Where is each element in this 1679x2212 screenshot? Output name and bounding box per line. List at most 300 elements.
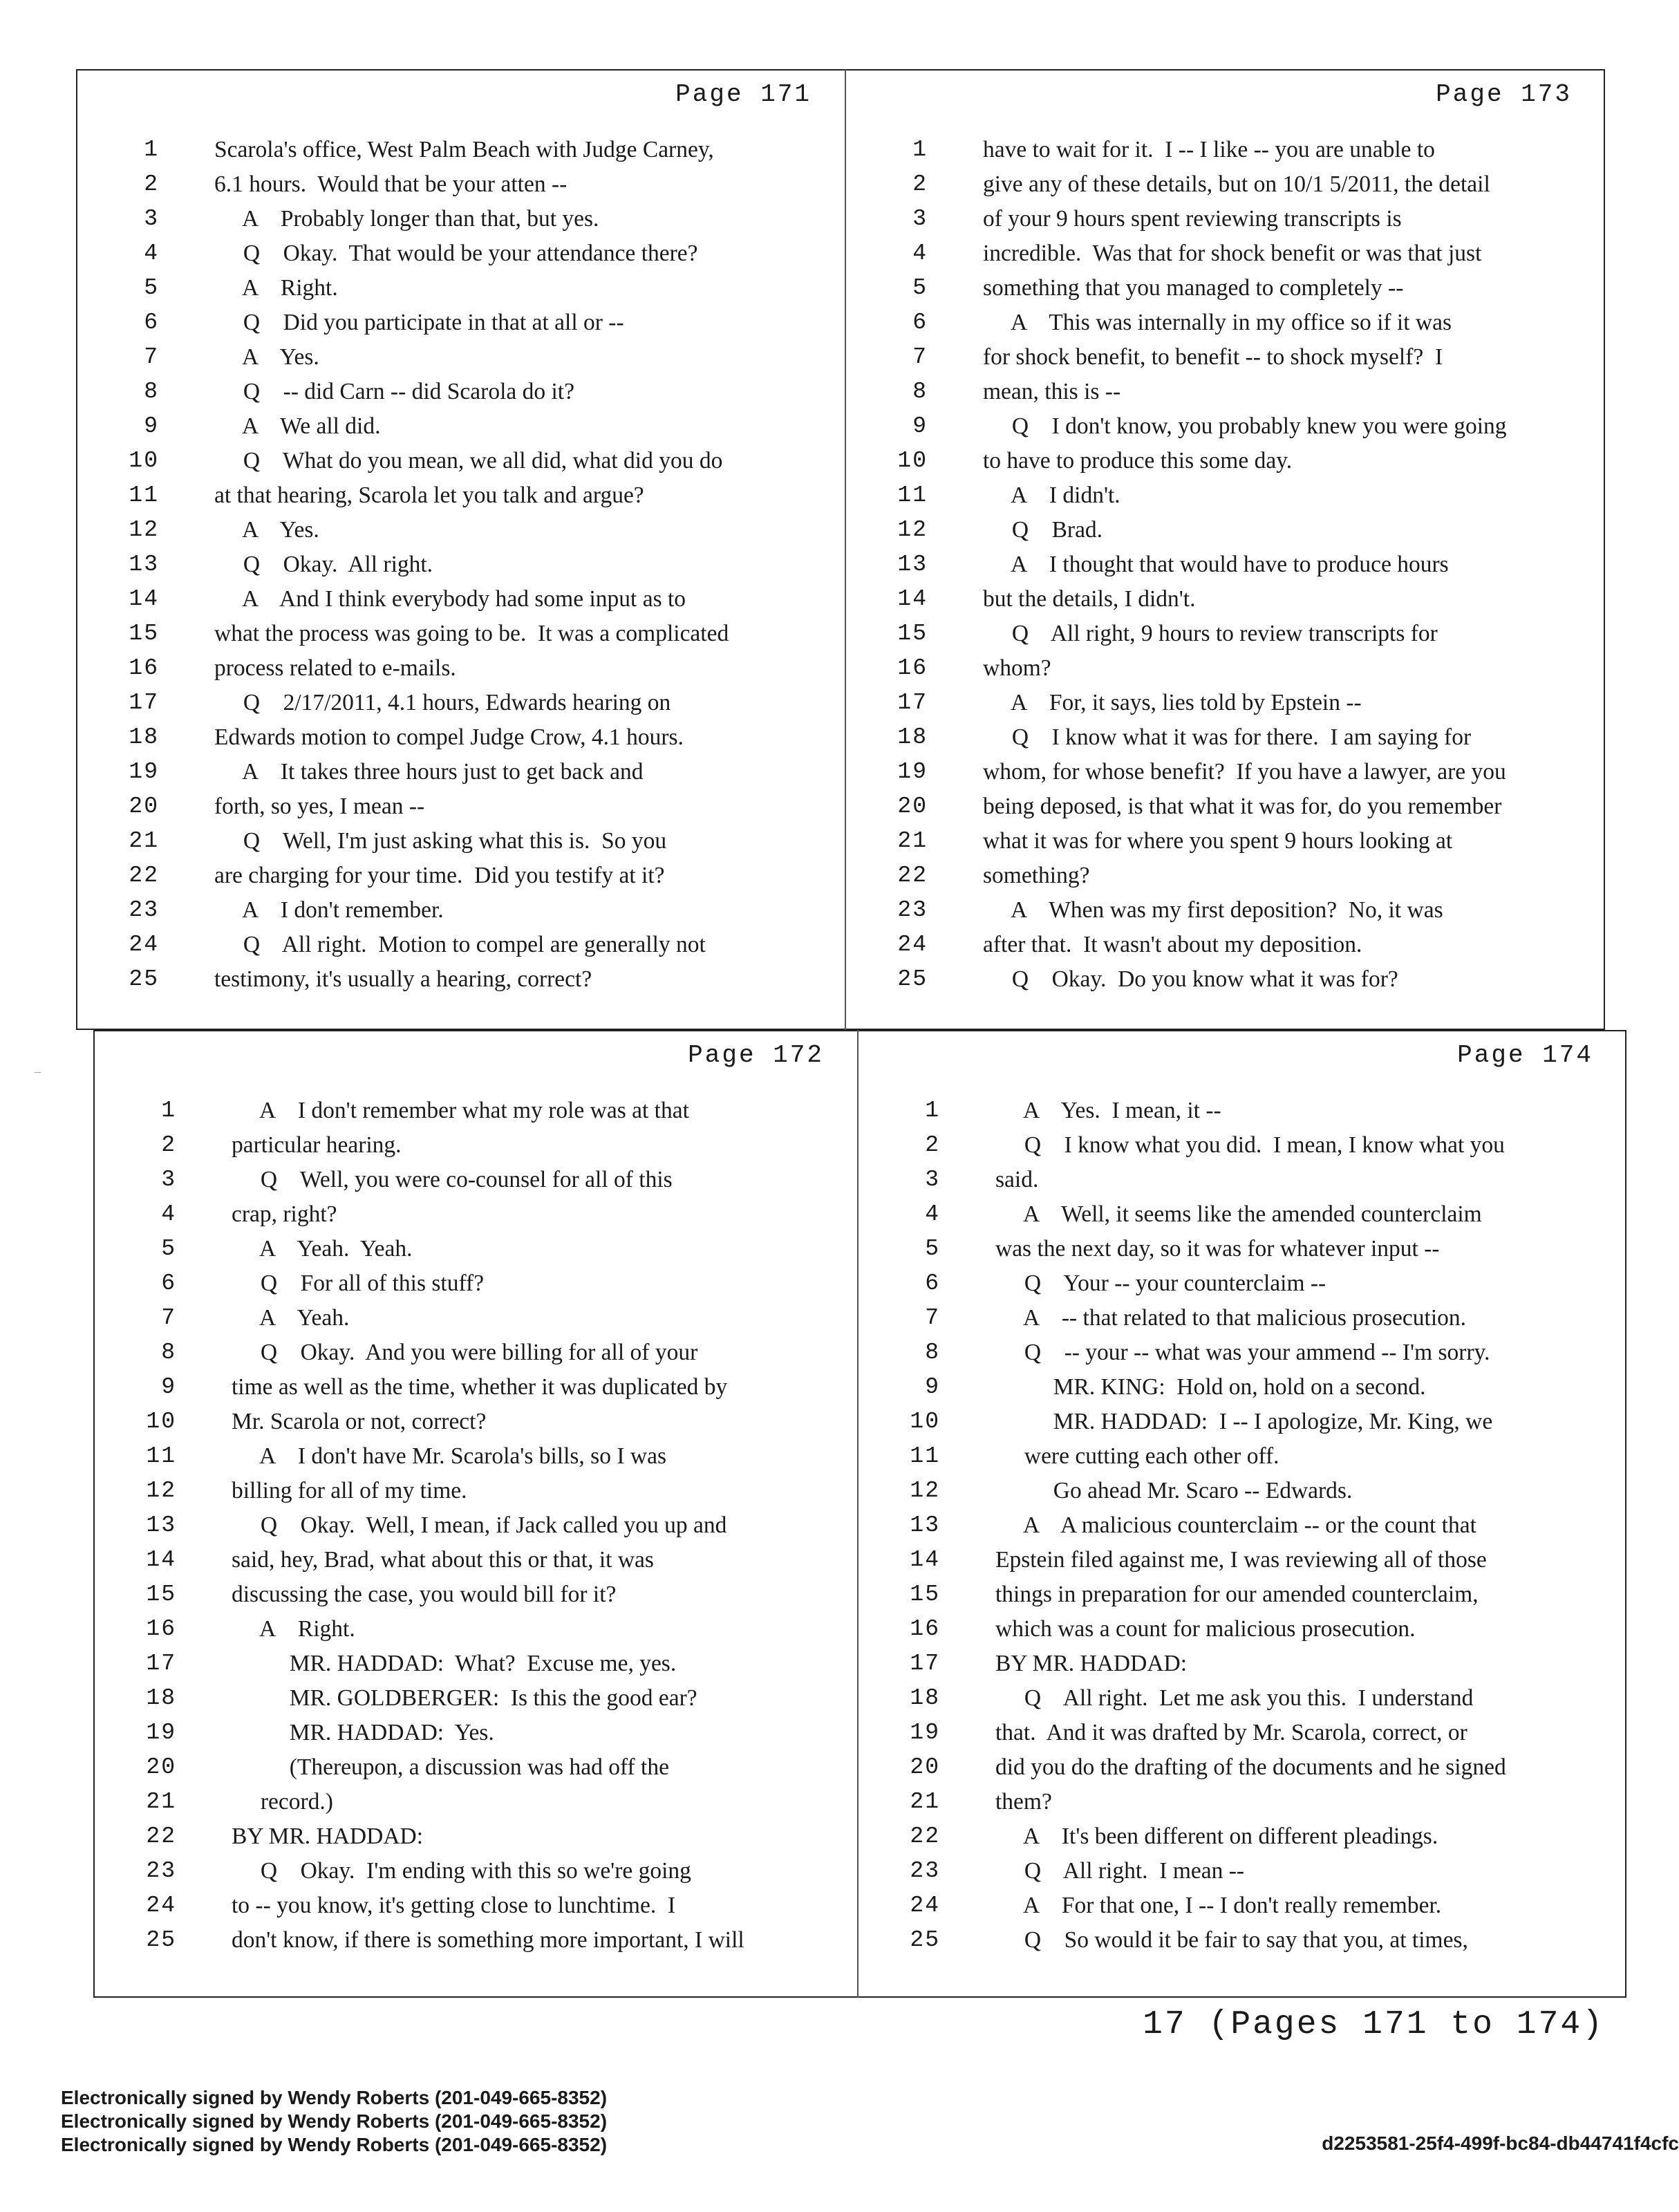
transcript-line bbox=[93, 1681, 857, 1716]
line-text: A Yes. bbox=[214, 344, 319, 370]
transcript-line bbox=[857, 1612, 1626, 1647]
page-number-label: Page 172 bbox=[688, 1041, 824, 1069]
line-text: Mr. Scarola or not, correct? bbox=[232, 1409, 487, 1434]
transcript-line bbox=[76, 306, 845, 340]
transcript-line bbox=[76, 893, 845, 928]
line-number: 21 bbox=[129, 828, 159, 854]
line-text: A When was my first deposition? No, it was bbox=[983, 897, 1443, 923]
transcript-line bbox=[845, 789, 1605, 824]
line-number: 25 bbox=[129, 966, 159, 992]
line-number: 21 bbox=[146, 1789, 176, 1815]
transcript-line bbox=[845, 236, 1605, 271]
line-number: 12 bbox=[897, 517, 928, 543]
line-number: 12 bbox=[146, 1478, 176, 1503]
transcript-line bbox=[857, 1543, 1626, 1577]
transcript-line bbox=[845, 824, 1605, 859]
transcript-line bbox=[845, 547, 1605, 582]
line-number: 11 bbox=[897, 482, 928, 508]
transcript-line bbox=[76, 236, 845, 271]
line-text: being deposed, is that what it was for, do you remember bbox=[983, 794, 1502, 819]
line-text: A Yes. I mean, it -- bbox=[995, 1098, 1221, 1123]
line-number: 17 bbox=[129, 690, 159, 715]
line-number: 6 bbox=[161, 1271, 176, 1296]
transcript-line bbox=[845, 962, 1605, 997]
line-text: after that. It wasn't about my deposition. bbox=[983, 932, 1362, 957]
line-text: A I don't remember. bbox=[214, 897, 444, 923]
signature-line: Electronically signed by Wendy Roberts (201-049-665-8352) bbox=[61, 2087, 608, 2108]
line-number: 8 bbox=[161, 1340, 176, 1365]
line-text: give any of these details, but on 10/1 5/2011, the detail bbox=[983, 171, 1490, 197]
transcript-line bbox=[76, 617, 845, 651]
line-text: Q So would it be fair to say that you, at times, bbox=[995, 1927, 1468, 1953]
line-number: 23 bbox=[129, 897, 159, 923]
scan-speck: – bbox=[35, 1065, 41, 1078]
line-number: 3 bbox=[144, 206, 159, 232]
transcript-line bbox=[857, 1819, 1626, 1854]
line-number: 22 bbox=[897, 863, 928, 888]
line-number: 1 bbox=[925, 1098, 940, 1123]
transcript-line bbox=[76, 513, 845, 547]
transcript-line bbox=[845, 720, 1605, 755]
line-number: 17 bbox=[146, 1651, 176, 1676]
line-number: 21 bbox=[910, 1789, 940, 1815]
line-number: 1 bbox=[912, 137, 928, 162]
transcript-line bbox=[76, 478, 845, 513]
line-text: Q Okay. And you were billing for all of your bbox=[232, 1340, 698, 1365]
line-number: 2 bbox=[144, 171, 159, 197]
line-number: 16 bbox=[146, 1616, 176, 1642]
line-text: MR. HADDAD: What? Excuse me, yes. bbox=[232, 1651, 677, 1676]
line-text: incredible. Was that for shock benefit or was that just bbox=[983, 241, 1482, 266]
line-text: Q All right. I mean -- bbox=[995, 1858, 1245, 1884]
line-number: 20 bbox=[910, 1754, 940, 1780]
line-number: 22 bbox=[129, 863, 159, 888]
line-text: Q For all of this stuff? bbox=[232, 1271, 485, 1296]
transcript-line bbox=[857, 1750, 1626, 1785]
line-text: A It's been different on different pleadings. bbox=[995, 1824, 1438, 1849]
line-text: which was a count for malicious prosecution. bbox=[995, 1616, 1416, 1642]
transcript-line bbox=[845, 133, 1605, 167]
line-text: A And I think everybody had some input as to bbox=[214, 586, 686, 612]
transcript-lines bbox=[845, 133, 1605, 997]
line-text: were cutting each other off. bbox=[995, 1443, 1279, 1469]
line-text: 6.1 hours. Would that be your atten -- bbox=[214, 171, 568, 197]
transcript-line bbox=[857, 1163, 1626, 1197]
line-text: are charging for your time. Did you testify at it? bbox=[214, 863, 665, 888]
transcript-line bbox=[76, 133, 845, 167]
line-number: 15 bbox=[146, 1582, 176, 1607]
transcript-line bbox=[93, 1301, 857, 1335]
line-number: 1 bbox=[144, 137, 159, 162]
line-text: time as well as the time, whether it was duplicated by bbox=[232, 1374, 728, 1400]
transcript-line bbox=[845, 340, 1605, 375]
line-text: forth, so yes, I mean -- bbox=[214, 794, 425, 819]
line-text: Q All right. Let me ask you this. I understand bbox=[995, 1685, 1474, 1711]
transcript-line bbox=[93, 1716, 857, 1750]
line-text: to have to produce this some day. bbox=[983, 448, 1293, 474]
transcript-line bbox=[845, 582, 1605, 617]
line-text: MR. HADDAD: Yes. bbox=[232, 1720, 494, 1745]
transcript-line bbox=[93, 1923, 857, 1958]
line-number: 9 bbox=[161, 1374, 176, 1400]
line-text: A Yeah. Yeah. bbox=[232, 1236, 413, 1262]
line-number: 20 bbox=[129, 794, 159, 819]
transcript-line bbox=[857, 1577, 1626, 1612]
line-number: 24 bbox=[146, 1893, 176, 1918]
line-number: 12 bbox=[910, 1478, 940, 1503]
line-number: 19 bbox=[910, 1720, 940, 1745]
transcript-line bbox=[93, 1508, 857, 1543]
line-text: Go ahead Mr. Scaro -- Edwards. bbox=[995, 1478, 1353, 1503]
transcript-line bbox=[93, 1577, 857, 1612]
line-number: 23 bbox=[910, 1858, 940, 1884]
line-text: things in preparation for our amended counterclaim, bbox=[995, 1582, 1479, 1607]
line-number: 5 bbox=[912, 275, 928, 301]
line-text: Epstein filed against me, I was reviewing all of those bbox=[995, 1547, 1487, 1573]
line-text: Q I know what it was for there. I am saying for bbox=[983, 724, 1472, 750]
transcript-line bbox=[857, 1301, 1626, 1335]
line-text: A I don't have Mr. Scarola's bills, so I was bbox=[232, 1443, 666, 1469]
line-number: 15 bbox=[129, 621, 159, 646]
line-number: 4 bbox=[912, 241, 928, 266]
transcript-line bbox=[857, 1888, 1626, 1923]
transcript-line bbox=[857, 1128, 1626, 1163]
transcript-line bbox=[76, 720, 845, 755]
line-text: Q Well, I'm just asking what this is. So you bbox=[214, 828, 667, 854]
transcript-line bbox=[857, 1232, 1626, 1266]
line-text: Q Did you participate in that at all or -- bbox=[214, 310, 624, 335]
transcript-line bbox=[76, 547, 845, 582]
line-number: 19 bbox=[129, 759, 159, 785]
transcript-line bbox=[857, 1854, 1626, 1888]
transcript-line bbox=[857, 1647, 1626, 1681]
line-number: 17 bbox=[910, 1651, 940, 1676]
transcript-lines bbox=[93, 1094, 857, 1958]
line-text: record.) bbox=[232, 1789, 333, 1815]
line-number: 1 bbox=[161, 1098, 176, 1123]
transcript-line bbox=[857, 1335, 1626, 1370]
transcript-line bbox=[93, 1370, 857, 1405]
line-number: 9 bbox=[925, 1374, 940, 1400]
line-text: A I didn't. bbox=[983, 482, 1120, 508]
document-hash: d2253581-25f4-499f-bc84-db44741f4cfc bbox=[1322, 2133, 1679, 2154]
transcript-line bbox=[76, 409, 845, 444]
line-text: what the process was going to be. It was a complicated bbox=[214, 621, 729, 646]
line-number: 13 bbox=[897, 552, 928, 577]
line-text: A Right. bbox=[214, 275, 338, 301]
page-number-label: Page 173 bbox=[1436, 80, 1572, 109]
transcript-line bbox=[76, 444, 845, 478]
transcript-line bbox=[76, 962, 845, 997]
transcript-line bbox=[93, 1232, 857, 1266]
signature-line: Electronically signed by Wendy Roberts (201-049-665-8352) bbox=[61, 2110, 608, 2132]
line-text: said, hey, Brad, what about this or that, it was bbox=[232, 1547, 654, 1573]
line-text: A Well, it seems like the amended counterclaim bbox=[995, 1201, 1482, 1227]
line-number: 4 bbox=[925, 1201, 940, 1227]
transcript-line bbox=[845, 444, 1605, 478]
transcript-panel-page-174 bbox=[857, 1030, 1626, 1998]
line-number: 2 bbox=[912, 171, 928, 197]
line-number: 18 bbox=[129, 724, 159, 750]
line-text: something that you managed to completely -- bbox=[983, 275, 1404, 301]
transcript-line bbox=[93, 1854, 857, 1888]
transcript-line bbox=[93, 1335, 857, 1370]
line-number: 23 bbox=[897, 897, 928, 923]
transcript-line bbox=[845, 409, 1605, 444]
line-text: testimony, it's usually a hearing, correct? bbox=[214, 966, 592, 992]
line-text: something? bbox=[983, 863, 1090, 888]
line-number: 7 bbox=[161, 1305, 176, 1331]
line-text: Q I know what you did. I mean, I know what you bbox=[995, 1132, 1505, 1158]
transcript-line bbox=[845, 686, 1605, 720]
line-number: 19 bbox=[897, 759, 928, 785]
line-number: 5 bbox=[144, 275, 159, 301]
line-text: Q I don't know, you probably knew you were going bbox=[983, 413, 1507, 439]
line-text: Q -- did Carn -- did Scarola do it? bbox=[214, 379, 574, 404]
transcript-line bbox=[76, 928, 845, 962]
page-number-label: Page 171 bbox=[675, 80, 812, 109]
transcript-panel-page-171 bbox=[76, 69, 845, 1030]
line-number: 6 bbox=[912, 310, 928, 335]
transcript-line bbox=[857, 1405, 1626, 1439]
line-number: 14 bbox=[910, 1547, 940, 1573]
line-number: 17 bbox=[897, 690, 928, 715]
transcript-line bbox=[76, 651, 845, 686]
transcript-panel-page-172 bbox=[93, 1030, 857, 1998]
line-text: Q Well, you were co-counsel for all of this bbox=[232, 1167, 673, 1192]
line-text: Q 2/17/2011, 4.1 hours, Edwards hearing on bbox=[214, 690, 671, 715]
line-number: 2 bbox=[925, 1132, 940, 1158]
line-number: 4 bbox=[161, 1201, 176, 1227]
transcript-line bbox=[845, 306, 1605, 340]
line-text: what it was for where you spent 9 hours looking at bbox=[983, 828, 1453, 854]
line-number: 24 bbox=[910, 1893, 940, 1918]
line-number: 8 bbox=[144, 379, 159, 404]
line-text: don't know, if there is something more important, I will bbox=[232, 1927, 744, 1953]
transcript-line bbox=[93, 1819, 857, 1854]
transcript-line bbox=[76, 340, 845, 375]
line-number: 10 bbox=[129, 448, 159, 474]
transcript-line bbox=[93, 1888, 857, 1923]
transcript-line bbox=[93, 1266, 857, 1301]
line-text: said. bbox=[995, 1167, 1039, 1192]
transcript-line bbox=[93, 1474, 857, 1508]
line-text: Q What do you mean, we all did, what did you do bbox=[214, 448, 723, 474]
line-number: 10 bbox=[146, 1409, 176, 1434]
line-text: Q Okay. Well, I mean, if Jack called you up and bbox=[232, 1512, 727, 1538]
line-text: Edwards motion to compel Judge Crow, 4.1 hours. bbox=[214, 724, 684, 750]
transcript-line bbox=[76, 686, 845, 720]
transcript-line bbox=[857, 1681, 1626, 1716]
line-text: Q Okay. All right. bbox=[214, 552, 433, 577]
line-number: 16 bbox=[897, 655, 928, 681]
line-number: 7 bbox=[144, 344, 159, 370]
line-text: A Probably longer than that, but yes. bbox=[214, 206, 599, 232]
line-text: Q Okay. I'm ending with this so we're going bbox=[232, 1858, 691, 1884]
line-number: 14 bbox=[129, 586, 159, 612]
transcript-line bbox=[857, 1370, 1626, 1405]
line-text: have to wait for it. I -- I like -- you are unable to bbox=[983, 137, 1435, 162]
line-text: Q Brad. bbox=[983, 517, 1103, 543]
line-text: A For that one, I -- I don't really remember. bbox=[995, 1893, 1442, 1918]
transcript-line bbox=[93, 1750, 857, 1785]
line-number: 23 bbox=[146, 1858, 176, 1884]
line-number: 21 bbox=[897, 828, 928, 854]
line-text: that. And it was drafted by Mr. Scarola, correct, or bbox=[995, 1720, 1467, 1745]
line-text: did you do the drafting of the documents and he signed bbox=[995, 1754, 1506, 1780]
transcript-line bbox=[845, 375, 1605, 409]
transcript-line bbox=[93, 1647, 857, 1681]
signature-block bbox=[61, 2086, 607, 2157]
line-number: 19 bbox=[146, 1720, 176, 1745]
transcript-line bbox=[76, 755, 845, 789]
line-number: 8 bbox=[925, 1340, 940, 1365]
line-number: 12 bbox=[129, 517, 159, 543]
transcript-lines bbox=[857, 1094, 1626, 1958]
line-number: 3 bbox=[912, 206, 928, 232]
transcript-line bbox=[857, 1785, 1626, 1819]
line-text: A I thought that would have to produce hours bbox=[983, 552, 1449, 577]
transcript-line bbox=[93, 1439, 857, 1474]
line-number: 25 bbox=[910, 1927, 940, 1953]
transcript-line bbox=[845, 202, 1605, 236]
line-text: A Yeah. bbox=[232, 1305, 350, 1331]
transcript-line bbox=[845, 893, 1605, 928]
transcript-line bbox=[857, 1923, 1626, 1958]
line-text: (Thereupon, a discussion was had off the bbox=[232, 1754, 669, 1780]
transcript-line bbox=[845, 617, 1605, 651]
line-text: process related to e-mails. bbox=[214, 655, 456, 681]
transcript-line bbox=[93, 1128, 857, 1163]
transcript-line bbox=[845, 928, 1605, 962]
line-number: 15 bbox=[897, 621, 928, 646]
line-number: 24 bbox=[897, 932, 928, 957]
line-text: them? bbox=[995, 1789, 1052, 1815]
transcript-line bbox=[76, 202, 845, 236]
line-number: 18 bbox=[146, 1685, 176, 1711]
line-number: 9 bbox=[144, 413, 159, 439]
signature-line: Electronically signed by Wendy Roberts (201-049-665-8352) bbox=[61, 2134, 608, 2155]
line-number: 13 bbox=[129, 552, 159, 577]
line-number: 10 bbox=[897, 448, 928, 474]
line-text: A -- that related to that malicious prosecution. bbox=[995, 1305, 1467, 1331]
line-text: A A malicious counterclaim -- or the count that bbox=[995, 1512, 1476, 1538]
line-text: Q Okay. That would be your attendance there? bbox=[214, 241, 698, 266]
line-text: whom? bbox=[983, 655, 1051, 681]
transcript-line bbox=[857, 1508, 1626, 1543]
line-number: 3 bbox=[161, 1167, 176, 1192]
line-text: A Right. bbox=[232, 1616, 355, 1642]
line-text: whom, for whose benefit? If you have a lawyer, are you bbox=[983, 759, 1506, 785]
transcript-line bbox=[76, 582, 845, 617]
transcript-line bbox=[93, 1405, 857, 1439]
transcript-line bbox=[857, 1197, 1626, 1232]
transcript-line bbox=[845, 478, 1605, 513]
line-text: Q -- your -- what was your ammend -- I'm sorry. bbox=[995, 1340, 1490, 1365]
line-text: for shock benefit, to benefit -- to shock myself? I bbox=[983, 344, 1443, 370]
transcript-line bbox=[93, 1163, 857, 1197]
line-text: BY MR. HADDAD: bbox=[232, 1824, 424, 1849]
line-number: 10 bbox=[910, 1409, 940, 1434]
line-number: 6 bbox=[144, 310, 159, 335]
line-number: 18 bbox=[910, 1685, 940, 1711]
line-text: crap, right? bbox=[232, 1201, 337, 1227]
line-number: 5 bbox=[925, 1236, 940, 1262]
line-text: Q All right, 9 hours to review transcripts for bbox=[983, 621, 1438, 646]
line-text: was the next day, so it was for whatever input -- bbox=[995, 1236, 1440, 1262]
line-number: 16 bbox=[910, 1616, 940, 1642]
line-number: 15 bbox=[910, 1582, 940, 1607]
transcript-line bbox=[845, 167, 1605, 202]
line-text: discussing the case, you would bill for it? bbox=[232, 1582, 617, 1607]
line-text: A For, it says, lies told by Epstein -- bbox=[983, 690, 1362, 715]
line-text: MR. GOLDBERGER: Is this the good ear? bbox=[232, 1685, 697, 1711]
transcript-lines bbox=[76, 133, 845, 997]
transcript-line bbox=[93, 1094, 857, 1128]
line-number: 4 bbox=[144, 241, 159, 266]
transcript-line bbox=[857, 1094, 1626, 1128]
line-text: but the details, I didn't. bbox=[983, 586, 1196, 612]
transcript-line bbox=[857, 1474, 1626, 1508]
line-number: 9 bbox=[912, 413, 928, 439]
line-text: mean, this is -- bbox=[983, 379, 1121, 404]
transcript-line bbox=[845, 859, 1605, 893]
transcript-line bbox=[93, 1543, 857, 1577]
transcript-line bbox=[76, 375, 845, 409]
line-number: 5 bbox=[161, 1236, 176, 1262]
line-text: A We all did. bbox=[214, 413, 381, 439]
line-text: Q Your -- your counterclaim -- bbox=[995, 1271, 1326, 1296]
line-number: 25 bbox=[897, 966, 928, 992]
line-number: 13 bbox=[910, 1512, 940, 1538]
line-number: 11 bbox=[146, 1443, 176, 1469]
line-number: 24 bbox=[129, 932, 159, 957]
transcript-panel-page-173 bbox=[845, 69, 1605, 1030]
line-text: Q Okay. Do you know what it was for? bbox=[983, 966, 1398, 992]
page-number-label: Page 174 bbox=[1457, 1041, 1593, 1069]
line-text: A Yes. bbox=[214, 517, 319, 543]
line-text: BY MR. HADDAD: bbox=[995, 1651, 1188, 1676]
line-number: 16 bbox=[129, 655, 159, 681]
line-number: 11 bbox=[129, 482, 159, 508]
line-number: 11 bbox=[910, 1443, 940, 1469]
transcript-line bbox=[845, 755, 1605, 789]
line-number: 3 bbox=[925, 1167, 940, 1192]
line-number: 2 bbox=[161, 1132, 176, 1158]
transcript-line bbox=[845, 651, 1605, 686]
line-text: Q All right. Motion to compel are generally not bbox=[214, 932, 706, 957]
transcript-line bbox=[76, 824, 845, 859]
line-number: 7 bbox=[912, 344, 928, 370]
line-number: 14 bbox=[897, 586, 928, 612]
transcript-line bbox=[93, 1197, 857, 1232]
line-text: Scarola's office, West Palm Beach with Judge Carney, bbox=[214, 137, 714, 162]
transcript-line bbox=[76, 271, 845, 306]
line-number: 22 bbox=[910, 1824, 940, 1849]
line-number: 14 bbox=[146, 1547, 176, 1573]
line-number: 20 bbox=[146, 1754, 176, 1780]
transcript-line bbox=[76, 789, 845, 824]
transcript-line bbox=[93, 1785, 857, 1819]
transcript-line bbox=[845, 271, 1605, 306]
page-range-footer: 17 (Pages 171 to 174) bbox=[1143, 2006, 1604, 2043]
line-text: A This was internally in my office so if it was bbox=[983, 310, 1452, 335]
line-number: 18 bbox=[897, 724, 928, 750]
line-number: 6 bbox=[925, 1271, 940, 1296]
transcript-line bbox=[857, 1439, 1626, 1474]
transcript-line bbox=[93, 1612, 857, 1647]
line-text: billing for all of my time. bbox=[232, 1478, 467, 1503]
